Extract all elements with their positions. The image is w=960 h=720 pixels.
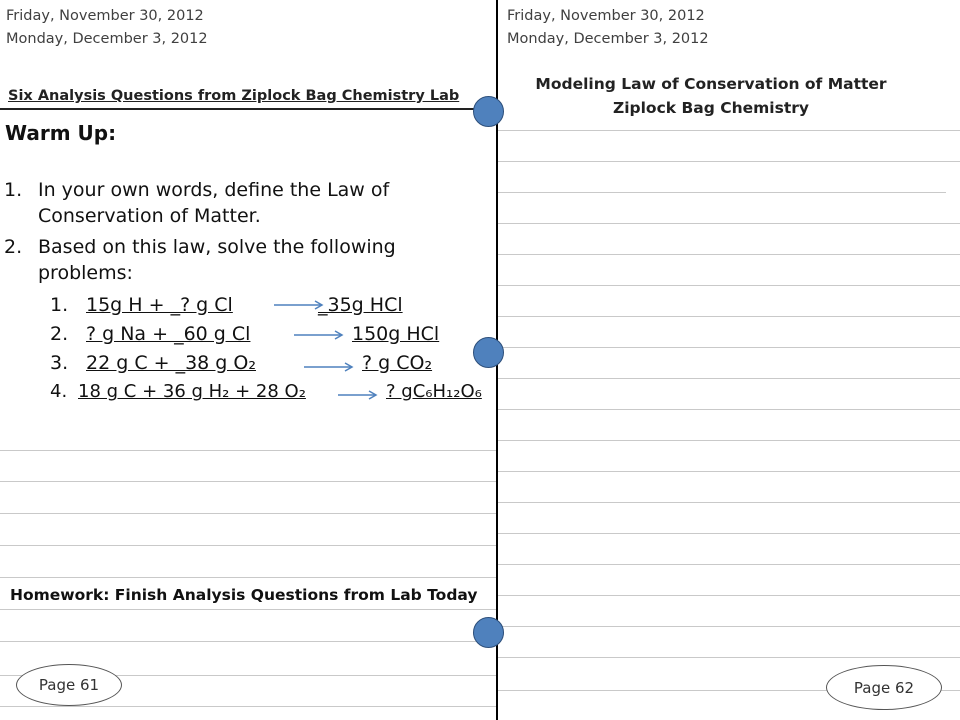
problem-1 xyxy=(50,294,233,316)
ruled-line xyxy=(498,626,960,627)
ruled-line xyxy=(498,595,960,596)
problem-number: 4. xyxy=(50,381,68,402)
ruled-line xyxy=(498,378,960,379)
ruled-line xyxy=(0,577,496,578)
problem-3 xyxy=(50,352,256,374)
left-section-title: Six Analysis Questions from Ziplock Bag Chemistry Lab xyxy=(8,88,460,104)
question-1 xyxy=(0,179,496,231)
problem-product: _35g HCl xyxy=(318,294,403,316)
problem-number: 1. xyxy=(50,294,69,316)
question-number: 1. xyxy=(4,179,23,201)
ruled-line xyxy=(498,502,960,503)
ruled-line xyxy=(498,657,960,658)
problem-4 xyxy=(50,381,306,402)
right-date-2: Monday, December 3, 2012 xyxy=(507,31,709,47)
ruled-line xyxy=(498,192,946,193)
page-number-left: Page 61 xyxy=(16,664,122,706)
problem-product: 150g HCl xyxy=(352,323,440,345)
question-text-line: Conservation of Matter. xyxy=(38,205,261,227)
ruled-line xyxy=(498,533,960,534)
right-date-1: Friday, November 30, 2012 xyxy=(507,8,705,24)
question-text-line: problems: xyxy=(38,262,133,284)
reaction-arrow-icon xyxy=(292,329,348,341)
problem-product: ? gC₆H₁₂O₆ xyxy=(386,381,482,402)
ruled-line xyxy=(0,641,496,642)
question-2 xyxy=(0,236,496,288)
problem-reactants: 22 g C + _38 g O₂ xyxy=(86,352,256,374)
ruled-line xyxy=(0,450,496,451)
reaction-arrow-icon xyxy=(336,389,382,401)
ruled-line xyxy=(0,706,496,707)
ruled-line xyxy=(498,347,960,348)
binder-ring-icon xyxy=(473,96,504,127)
homework-note: Homework: Finish Analysis Questions from Lab Today xyxy=(10,586,478,604)
problem-product: ? g CO₂ xyxy=(362,352,433,374)
left-date-2: Monday, December 3, 2012 xyxy=(6,31,208,47)
ruled-line xyxy=(498,161,960,162)
ruled-line xyxy=(498,130,960,131)
problem-reactants: 15g H + _? g Cl xyxy=(86,294,233,316)
problem-reactants: 18 g C + 36 g H₂ + 28 O₂ xyxy=(78,381,306,402)
right-page-title: Modeling Law of Conservation of Matter xyxy=(535,75,887,93)
ruled-line xyxy=(0,513,496,514)
reaction-arrow-icon xyxy=(302,361,358,373)
ruled-line xyxy=(498,316,960,317)
left-date-1: Friday, November 30, 2012 xyxy=(6,8,204,24)
right-page-subtitle: Ziplock Bag Chemistry xyxy=(612,99,810,117)
question-number: 2. xyxy=(4,236,23,258)
ruled-line xyxy=(498,409,960,410)
problem-number: 2. xyxy=(50,323,69,345)
problem-number: 3. xyxy=(50,352,69,374)
ruled-line xyxy=(498,471,960,472)
ruled-line xyxy=(0,481,496,482)
ruled-line xyxy=(498,254,960,255)
problem-reactants: ? g Na + _60 g Cl xyxy=(86,323,251,345)
question-text-line: In your own words, define the Law of xyxy=(38,179,390,201)
ruled-line xyxy=(498,223,960,224)
ruled-line xyxy=(498,285,960,286)
right-notebook-page xyxy=(498,0,960,720)
ruled-line xyxy=(498,564,960,565)
page-number-right: Page 62 xyxy=(826,665,942,710)
title-underline-rule xyxy=(0,108,492,110)
warm-up-heading: Warm Up: xyxy=(5,121,117,145)
ruled-line xyxy=(0,545,496,546)
question-text-line: Based on this law, solve the following xyxy=(38,236,396,258)
binder-ring-icon xyxy=(473,617,504,648)
ruled-line xyxy=(0,609,496,610)
problem-2 xyxy=(50,323,250,345)
binder-ring-icon xyxy=(473,337,504,368)
ruled-line xyxy=(498,440,960,441)
